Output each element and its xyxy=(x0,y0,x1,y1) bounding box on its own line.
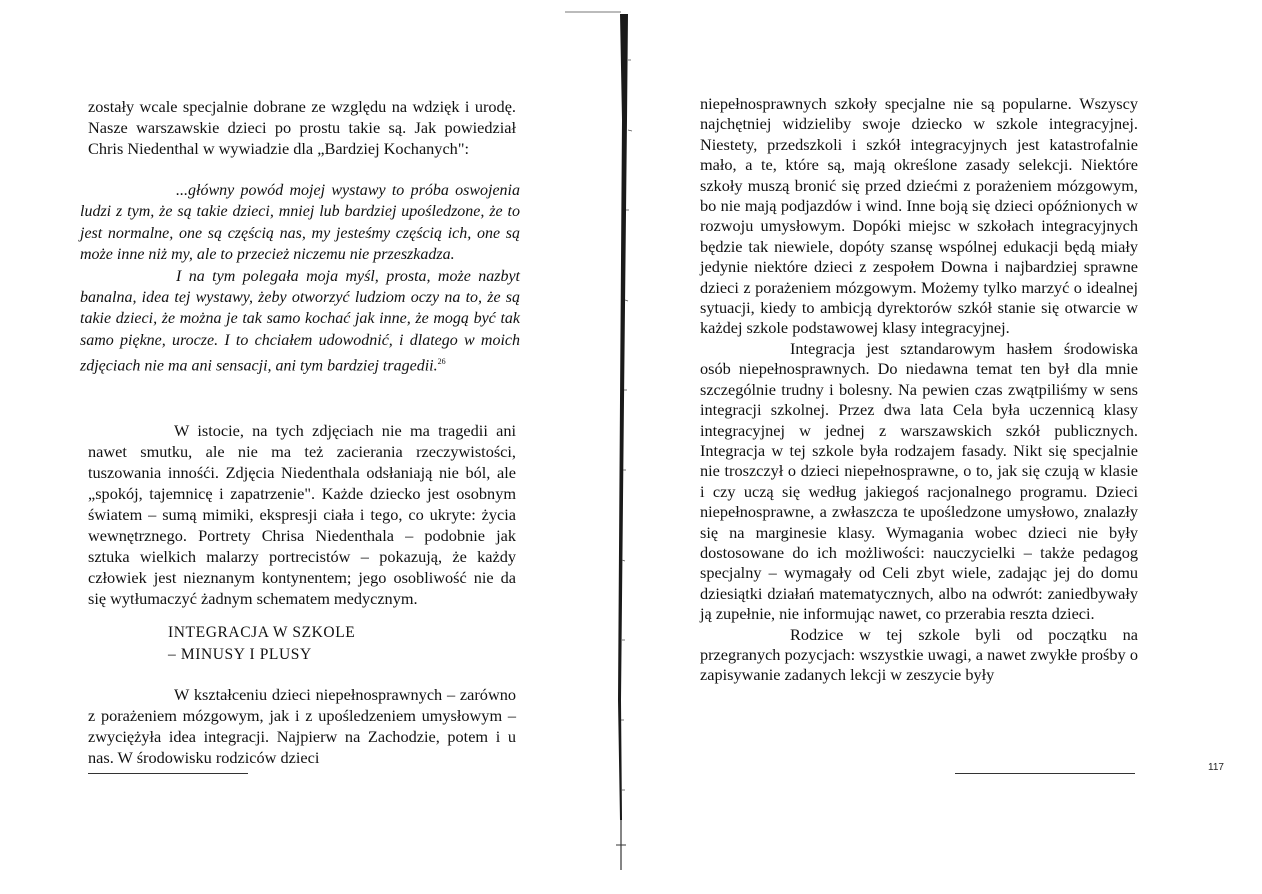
right-text-column xyxy=(700,94,1138,686)
page-number: 117 xyxy=(1208,762,1224,773)
heading-line-2: – MINUSY I PLUSY xyxy=(168,646,312,663)
left-paragraph-3-text: W kształceniu dzieci niepełnosprawnych – zarówno z porażeniem mózgowym, jak i z upośledzeniem umysłowym – zwyciężyła idea integracji. Najpierw na Zachodzie, potem i u nas. W środowisku rodziców dzieci xyxy=(88,685,516,767)
left-footer-rule xyxy=(88,773,248,774)
right-paragraph-3: Rodzice w tej szkole byli od początku na przegranych pozycjach: wszystkie uwagi, a nawet zwykłe prośby o zapisywanie zadanych lekcji w zeszycie były xyxy=(700,624,1138,685)
quote-paragraph-1: ...główny powód mojej wystawy to próba oswojenia ludzi z tym, że są takie dzieci, mniej lub bardziej upośledzone, że to jest normalne, one są częścią nas, my jesteśmy częścią ich, one są może inne niż my, ale to przecież niczemu nie przeszkadza. xyxy=(80,182,520,264)
quote-paragraph-2 xyxy=(80,266,520,377)
left-paragraph-2 xyxy=(88,420,516,609)
left-page xyxy=(0,0,608,894)
footnote-reference: 26 xyxy=(437,357,446,367)
right-paragraph-1: niepełnosprawnych szkoły specjalne nie są popularne. Wszyscy najchętniej widzieliby swoje dziecko w szkole integracyjnej. Niestety, przedszkoli i szkół integracyjnych jest katastrofalnie mało, a te, które są, mają określone zasady selekcji. Niektóre szkoły muszą bronić się przed dziećmi z porażeniem mózgowym, bo nie mają podjazdów i wind. Inne boją się dzieci opóźnionych w rozwoju umysłowym. Dopóki miejsc w szkołach integracyjnych będzie tak niewiele, dopóty szansę wspólnej edukacji będą miały jedynie niektóre dzieci z zespołem Downa i najbardziej sprawne dzieci z porażeniem mózgowym. Możemy tylko marzyć o idealnej sytuacji, kiedy to ambicją dyrektorów szkół stanie się otwarcie w każdej szkole podstawowej klasy integracyjnej. xyxy=(700,94,1138,338)
right-footer-rule xyxy=(955,773,1135,774)
left-paragraph-1 xyxy=(88,96,516,159)
right-page xyxy=(625,0,1262,894)
section-heading xyxy=(168,622,355,666)
quote-block xyxy=(80,180,520,377)
right-paragraph-2: Integracja jest sztandarowym hasłem środowiska osób niepełnosprawnych. Do niedawna temat ten był dla mnie szczególnie trudny i bolesny. Na pewien czas zwątpiliśmy w sens integracji szkolnej. Przez dwa lata Cela była uczennicą klasy integracyjnej w jednej z warszawskich szkół publicznych. Integracja w tej szkole była rodzajem fasady. Nikt się specjalnie nie troszczył o dzieci niepełnosprawne, o to, jak się czują w klasie i czy uczą się według jakiegoś racjonalnego programu. Dzieci niepełnosprawne, a zwłaszcza te upośledzone umysłowo, znalazły się na marginesie klasy. Wymagania wobec dzieci nie były dostosowane do ich możliwości: nauczycielki – także pedagog specjalny – wymagały od Celi zbyt wiele, zadając jej do domu dziesiątki działań matematycznych, albo na odwrót: zaniedbywały ją zupełnie, nie informując nawet, co przerabia reszta dzieci. xyxy=(700,338,1138,624)
quote-paragraph-2-text: I na tym polegała moja myśl, prosta, może nazbyt banalna, idea tej wystawy, żeby otworzyć ludziom oczy na to, że są takie dzieci, że można je tak samo kochać jak inne, że mogą być tak samo piękne, urocze. I to chciałem udowodnić, i dlatego w moich zdjęciach nie ma ani sensacji, ani tym bardziej tragedii. xyxy=(80,267,520,375)
left-paragraph-3 xyxy=(88,684,516,768)
left-paragraph-2-text: W istocie, na tych zdjęciach nie ma tragedii ani nawet smutku, ale nie ma też zacierania rzeczywistości, tuszowania innośći. Zdjęcia Niedenthala odsłaniają nie ból, ale „spokój, tajemnicę i zapatrzenie". Każde dziecko jest osobnym światem – sumą mimiki, ekspresji ciała i tego, co ukryte: życia wewnętrznego. Portrety Chrisa Niedenthala – podobnie jak sztuka wielkich malarzy portrecistów – pokazują, że każdy człowiek jest nieznanym kontynentem; jego osobliwość nie da się wytłumaczyć żadnym schematem medycznym. xyxy=(88,421,516,608)
left-paragraph-1-text: zostały wcale specjalnie dobrane ze względu na wdzięk i urodę. Nasze warszawskie dzieci po prostu takie są. Jak powiedział Chris Niedenthal w wywiadzie dla „Bardziej Kochanych": xyxy=(88,97,516,158)
heading-line-1: INTEGRACJA W SZKOLE xyxy=(168,624,356,641)
